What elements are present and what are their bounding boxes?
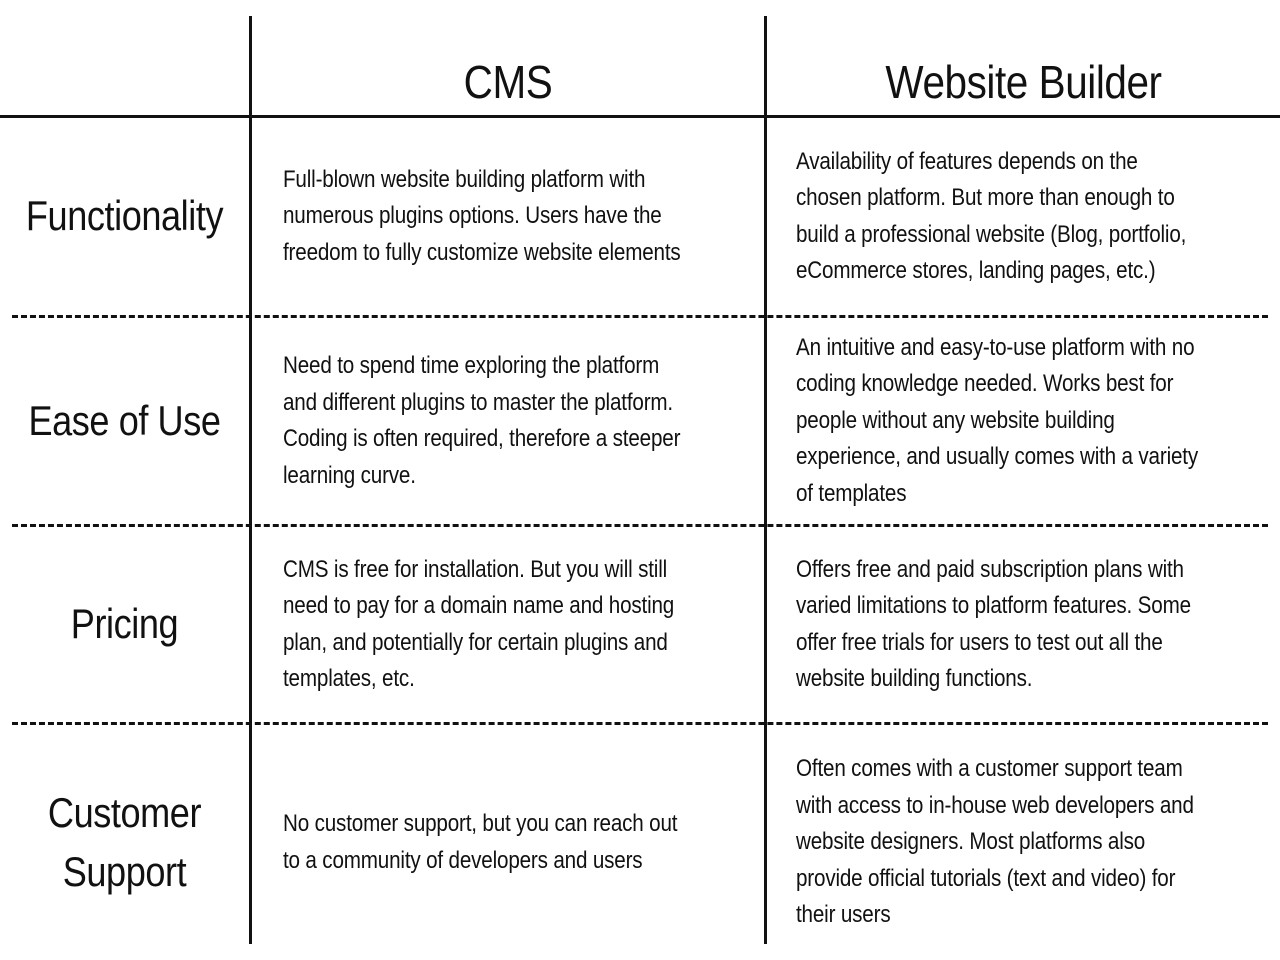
cell-website-builder-functionality: [796, 118, 1270, 315]
column-divider-1: [249, 16, 252, 944]
cell-text: Full-blown website building platform with numerous plugins options. Users have the freedom to fully customize website elements: [283, 165, 681, 266]
cell-text: CMS is free for installation. But you will still need to pay for a domain name and hosting plan, and potentially for certain plugins and templates, etc.: [283, 555, 675, 692]
cell-website-builder-pricing: [796, 527, 1270, 722]
column-header-cms: CMS: [463, 56, 553, 108]
cell-website-builder-customer-support: [796, 725, 1270, 960]
cell-cms-pricing: [283, 527, 753, 722]
row-label-customer-support: [17, 725, 231, 960]
row-label-functionality: Functionality: [25, 192, 224, 240]
row-label-pricing: Pricing: [70, 600, 179, 648]
cell-text: Offers free and paid subscription plans with varied limitations to platform features. Some offer free trials for users to test out all the website building functions.: [796, 555, 1191, 692]
cell-text: Need to spend time exploring the platform and different plugins to master the platform. Coding is often required, therefore a steeper learning curve.: [283, 352, 681, 489]
cell-cms-ease-of-use: [283, 318, 753, 524]
cell-text: No customer support, but you can reach out to a community of developers and users: [283, 810, 678, 874]
column-divider-2: [764, 16, 767, 944]
cell-text: Often comes with a customer support team with access to in-house web developers and website designers. Most platforms also provide official tutorials (text and video) for their users: [796, 755, 1194, 929]
row-label-line: Support: [62, 847, 187, 895]
row-label-ease-of-use: Ease of Use: [28, 396, 221, 444]
cell-cms-customer-support: [283, 725, 753, 960]
cell-website-builder-ease-of-use: [796, 318, 1270, 524]
row-label-line: Customer: [47, 788, 202, 836]
column-header-website-builder: Website Builder: [885, 56, 1162, 108]
cell-text: Availability of features depends on the chosen platform. But more than enough to build a professional website (Blog, portfolio, eCommerce stores, landing pages, etc.): [796, 147, 1187, 284]
cell-cms-functionality: [283, 118, 753, 315]
cell-text: An intuitive and easy-to-use platform with no coding knowledge needed. Works best for people without any website building experience, and usually comes with a variety of templates: [796, 333, 1199, 507]
